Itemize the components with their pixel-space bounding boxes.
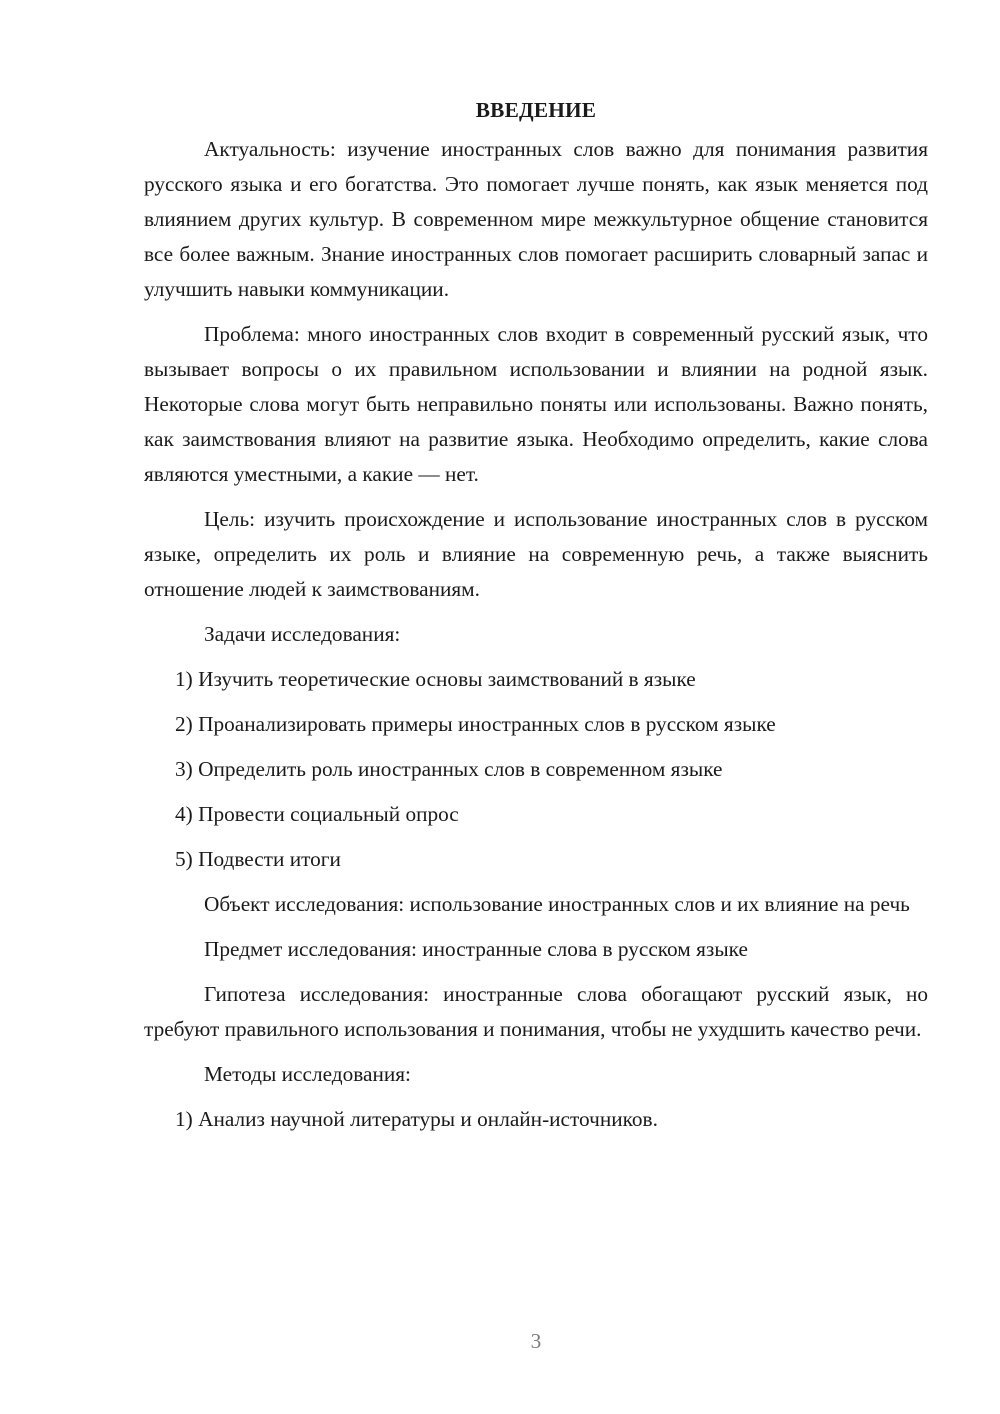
paragraph-goal: Цель: изучить происхождение и использование иностранных слов в русском языке, определить их роль и влияние на современную речь, а также выяснить отношение людей к заимствованиям. [144,507,928,601]
task-item-1: 1) Изучить теоретические основы заимствований в языке [175,667,696,691]
methods-title: Методы исследования: [204,1062,411,1086]
page-number: 3 [530,1329,542,1353]
paragraph-object: Объект исследования: использование иностранных слов и их влияние на речь [204,892,910,916]
task-item-5: 5) Подвести итоги [175,847,341,871]
page-content [144,93,928,1147]
task-item-3: 3) Определить роль иностранных слов в современном языке [175,757,723,781]
method-item-1: 1) Анализ научной литературы и онлайн-источников. [175,1107,658,1131]
section-heading: ВВЕДЕНИЕ [475,98,597,122]
paragraph-problem: Проблема: много иностранных слов входит в современный русский язык, что вызывает вопросы о их правильном использовании и влиянии на родной язык. Некоторые слова могут быть неправильно поняты или использованы. Важно понять, как заимствования влияют на развитие языка. Необходимо определить, какие слова являются уместными, а какие — нет. [144,322,928,486]
paragraph-subject: Предмет исследования: иностранные слова в русском языке [204,937,748,961]
task-item-2: 2) Проанализировать примеры иностранных слов в русском языке [175,712,776,736]
paragraph-hypothesis: Гипотеза исследования: иностранные слова обогащают русский язык, но требуют правильного использования и понимания, чтобы не ухудшить качество речи. [144,982,928,1041]
paragraph-relevance: Актуальность: изучение иностранных слов важно для понимания развития русского языка и его богатства. Это помогает лучше понять, как язык меняется под влиянием других культур. В современном мире межкультурное общение становится все более важным. Знание иностранных слов помогает расширить словарный запас и улучшить навыки коммуникации. [144,137,928,301]
task-item-4: 4) Провести социальный опрос [175,802,459,826]
tasks-title: Задачи исследования: [204,622,401,646]
